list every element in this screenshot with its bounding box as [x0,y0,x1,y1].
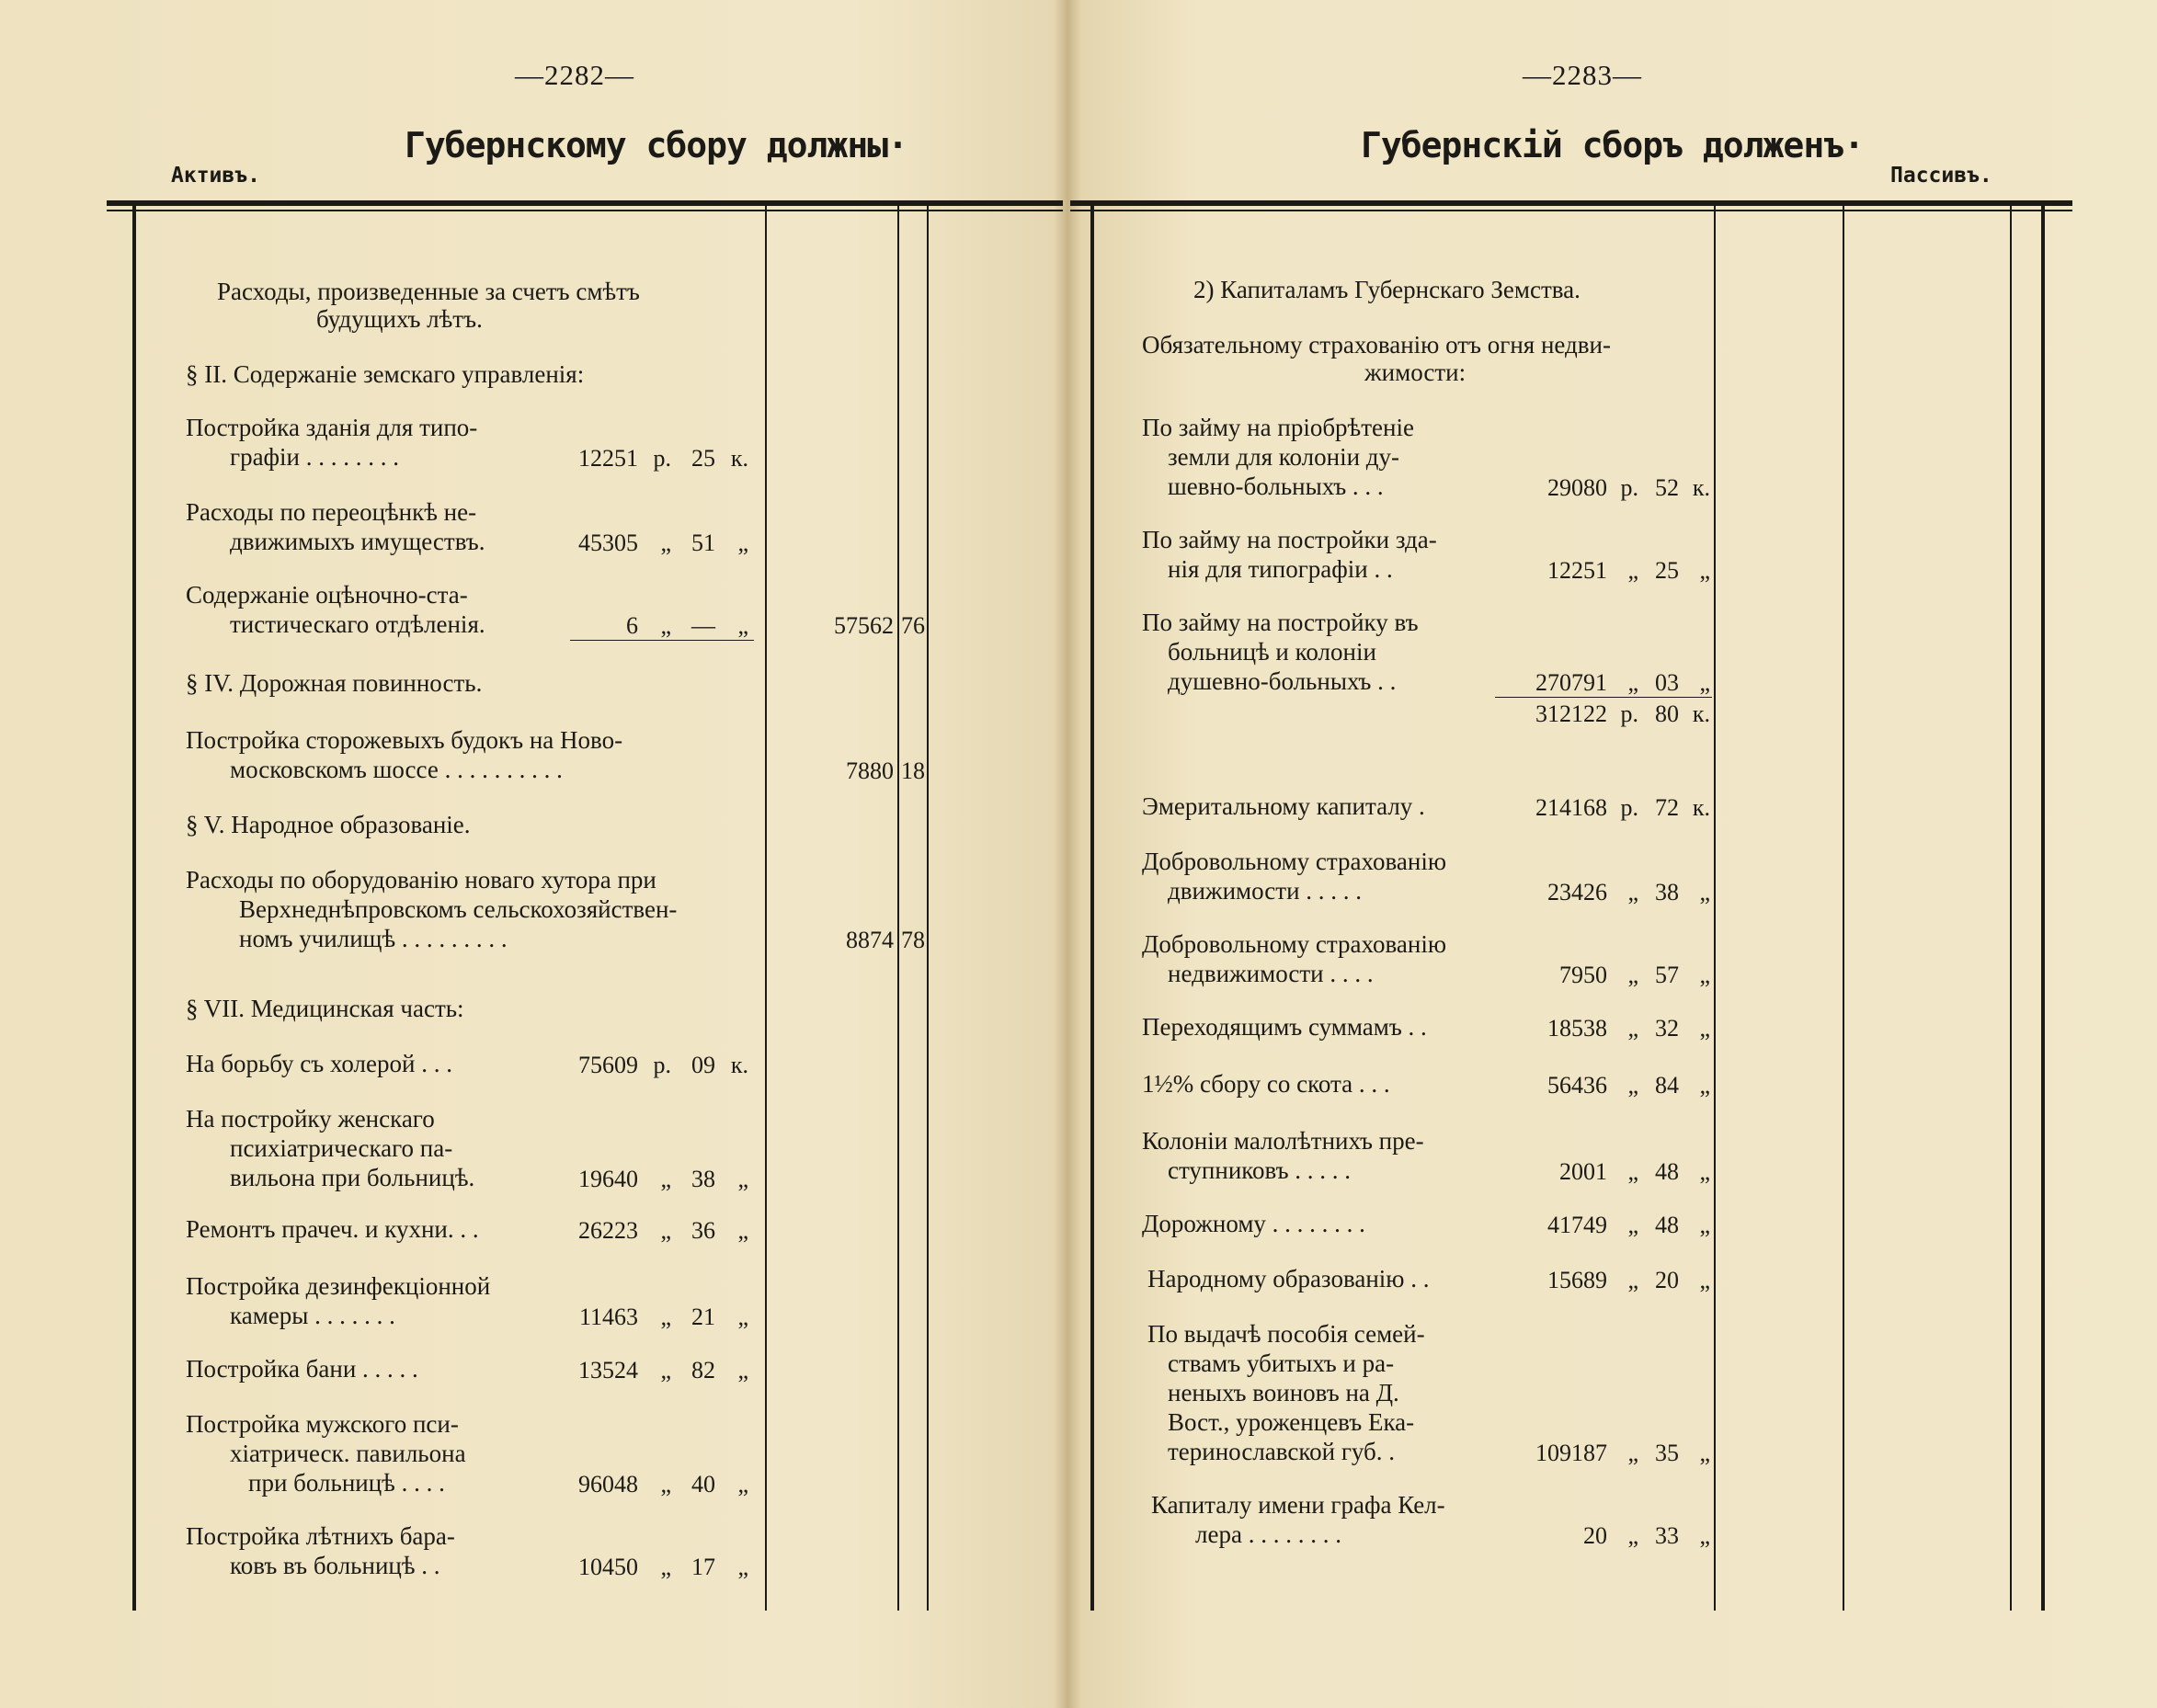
right-item-unit: „ [1627,669,1638,696]
left-item-kopecks: — [691,612,715,639]
left-total-rubles: 57562 [834,612,894,639]
left-item-unit: „ [737,1554,748,1580]
right-item-unit: „ [1627,1072,1638,1099]
right-item-label: Добровольному страхованію [1142,930,1446,958]
left-item-unit: „ [737,1217,748,1244]
right-item-label: ступниковъ . . . . . [1168,1156,1352,1184]
left-item-label: движимыхъ имуществъ. [230,528,485,555]
right-item-unit: „ [1699,557,1710,584]
right-item-unit: „ [1627,557,1638,584]
right-item-label: Капиталу имени графа Кел- [1151,1491,1445,1519]
right-item-unit: „ [1699,879,1710,905]
left-item-kopecks: 40 [691,1471,715,1497]
right-item-unit: „ [1627,1440,1638,1466]
right-item-rubles: 41749 [1547,1212,1607,1238]
right-item-unit: „ [1699,1440,1710,1466]
right-item-kopecks: 48 [1655,1158,1679,1185]
right-item-label: По займу на пріобрѣтеніе [1142,414,1414,441]
right-item-label: По займу на постройку въ [1142,609,1419,636]
left-item-label: Постройка дезинфекціонной [186,1272,491,1300]
right-item-rubles: 214168 [1535,794,1607,821]
right-item-rubles: 2001 [1559,1158,1607,1185]
left-item-kopecks: 38 [691,1166,715,1192]
left-item-label: хіатрическ. павильона [230,1440,466,1467]
left-page [0,0,1067,1708]
right-item-kopecks: 38 [1655,879,1679,905]
left-heading-line-1: Расходы, произведенные за счетъ смѣтъ [217,278,640,305]
left-item-label: Содержаніе оцѣночно-ста- [186,581,468,609]
left-item-label: Постройка сторожевыхъ будокъ на Ново- [186,726,623,754]
left-item-unit: „ [660,1304,671,1330]
left-item-unit: „ [737,1304,748,1330]
left-item-unit: „ [660,1217,671,1244]
left-item-unit: „ [660,1554,671,1580]
left-item-label: камеры . . . . . . . [230,1302,395,1329]
right-item-rubles: 12251 [1547,557,1607,584]
right-item-label: ствамъ убитыхъ и ра- [1168,1349,1395,1377]
right-sum-rule [1495,697,1712,698]
right-item-unit: к. [1692,474,1710,501]
left-item-unit: „ [737,1471,748,1497]
right-item-unit: „ [1699,1212,1710,1238]
right-top-rule-thin [1070,210,2072,211]
right-item-unit: „ [1699,1522,1710,1549]
right-item-kopecks: 48 [1655,1212,1679,1238]
left-item-label: ковъ въ больницѣ . . [230,1552,440,1579]
left-total-kopecks: 78 [901,927,925,953]
right-item-label: больницѣ и колоніи [1168,638,1376,666]
right-col-rule-2 [1843,206,1844,1611]
right-item-kopecks: 35 [1655,1440,1679,1466]
right-item-unit: „ [1699,1158,1710,1185]
left-total-kopecks: 76 [901,612,925,639]
right-item-rubles: 56436 [1547,1072,1607,1099]
right-subtotal-unit: р. [1620,700,1638,727]
right-item-unit: „ [1627,1212,1638,1238]
left-item-unit: „ [660,529,671,556]
left-total-rubles: 8874 [846,927,894,953]
left-item-unit: р. [653,1052,671,1078]
right-item-label: недвижимости . . . . [1168,960,1374,987]
left-item-rubles: 13524 [578,1357,638,1383]
right-item-rubles: 23426 [1547,879,1607,905]
left-top-rule [107,200,1063,206]
left-item-unit: „ [660,612,671,639]
left-item-unit: „ [660,1166,671,1192]
left-page-title: Губернскому сбору должны· [405,125,907,165]
left-item-kopecks: 82 [691,1357,715,1383]
left-item-unit: „ [737,612,748,639]
left-item-rubles: 6 [626,612,638,639]
right-side-label: Пассивъ. [1890,164,1992,188]
right-item-kopecks: 32 [1655,1015,1679,1042]
right-item-unit: „ [1627,879,1638,905]
right-subheading-line-1: Обязательному страхованію отъ огня недви- [1142,331,1611,359]
right-top-rule [1070,200,2072,206]
right-item-rubles: 15689 [1547,1267,1607,1293]
left-item-unit: „ [660,1471,671,1497]
right-item-label: Добровольному страхованію [1142,848,1446,875]
right-subtotal-kopecks: 80 [1655,700,1679,727]
right-page-number: —2283— [1523,59,1642,91]
right-item-label: Дорожному . . . . . . . . [1142,1210,1365,1237]
right-heading: 2) Капиталамъ Губернскаго Земства. [1193,276,1581,303]
left-border [132,206,136,1611]
right-item-unit: „ [1699,1267,1710,1293]
right-item-rubles: 270791 [1535,669,1607,696]
right-item-kopecks: 33 [1655,1522,1679,1549]
left-item-label: Постройка бани . . . . . [186,1355,418,1383]
left-item-unit: „ [737,1166,748,1192]
left-section-iv: § IV. Дорожная повинность. [186,669,483,697]
left-item-kopecks: 17 [691,1554,715,1580]
right-item-kopecks: 20 [1655,1267,1679,1293]
left-item-label: психіатрическаго па- [230,1134,453,1162]
right-col-rule-3 [2010,206,2012,1611]
right-item-unit: „ [1627,1267,1638,1293]
right-item-label: душевно-больныхъ . . [1168,667,1397,695]
right-item-rubles: 20 [1583,1522,1607,1549]
left-section-vii: § VII. Медицинская часть: [186,995,464,1022]
right-item-unit: „ [1627,1158,1638,1185]
right-item-unit: „ [1627,962,1638,988]
left-item-label: при больницѣ . . . . [248,1469,445,1497]
left-item-rubles: 19640 [578,1166,638,1192]
right-item-label: Колоніи малолѣтнихъ пре- [1142,1127,1424,1155]
left-item-kopecks: 25 [691,445,715,472]
right-item-unit: р. [1620,474,1638,501]
left-item-label: На постройку женскаго [186,1105,435,1133]
right-item-label: земли для колоніи ду- [1168,443,1400,471]
left-item-unit: к. [730,1052,748,1078]
right-item-unit: р. [1620,794,1638,821]
left-side-label: Активъ. [171,164,260,188]
right-item-label: Вост., уроженцевъ Ека- [1168,1408,1415,1436]
left-item-label: московскомъ шоссе . . . . . . . . . . [230,756,563,783]
right-item-label: теринославской губ. . [1168,1438,1396,1465]
right-item-unit: „ [1699,1015,1710,1042]
left-item-unit: „ [737,529,748,556]
left-section-ii: § II. Содержаніе земскаго управленія: [186,360,585,388]
left-item-label: Расходы по оборудованію новаго хутора при [186,866,656,894]
left-item-rubles: 45305 [578,529,638,556]
right-border-right [2041,206,2045,1611]
right-item-label: лера . . . . . . . . [1195,1520,1341,1548]
left-item-rubles: 26223 [578,1217,638,1244]
left-item-kopecks: 21 [691,1304,715,1330]
left-item-rubles: 10450 [578,1554,638,1580]
right-item-kopecks: 52 [1655,474,1679,501]
left-col-rule-1 [765,206,767,1611]
left-item-label: Постройка зданія для типо- [186,414,478,441]
right-item-label: нія для типографіи . . [1168,555,1393,583]
right-item-unit: „ [1699,962,1710,988]
right-item-label: По выдачѣ пособія семей- [1147,1320,1425,1348]
left-col-rule-2 [897,206,899,1611]
left-total-rubles: 7880 [846,757,894,784]
right-item-label: шевно-больныхъ . . . [1168,473,1384,500]
right-item-label: неныхъ воиновъ на Д. [1168,1379,1399,1406]
right-item-rubles: 109187 [1535,1440,1607,1466]
left-item-label: Ремонтъ прачеч. и кухни. . . [186,1215,479,1243]
left-top-rule-thin [107,210,1063,211]
left-page-number: —2282— [515,59,634,91]
left-item-label: Постройка лѣтнихъ бара- [186,1522,455,1550]
right-item-label: Народному образованію . . [1147,1265,1430,1292]
right-item-unit: „ [1627,1522,1638,1549]
right-item-unit: „ [1627,1015,1638,1042]
right-item-kopecks: 25 [1655,557,1679,584]
left-section-v: § V. Народное образованіе. [186,811,471,838]
right-border-left [1090,206,1094,1611]
right-item-unit: „ [1699,669,1710,696]
left-total-kopecks: 18 [901,757,925,784]
left-item-label: вильона при больницѣ. [230,1164,475,1191]
right-subtotal-unit: к. [1692,700,1710,727]
left-item-unit: „ [737,1357,748,1383]
left-item-label: номъ училищѣ . . . . . . . . . [239,925,508,952]
right-item-label: Эмеритальному капиталу . [1142,792,1425,820]
left-col-rule-3 [927,206,929,1611]
book-gutter [1054,0,1081,1708]
left-item-unit: р. [653,445,671,472]
left-item-rubles: 75609 [578,1052,638,1078]
right-subtotal-rubles: 312122 [1535,700,1607,727]
right-item-unit: „ [1699,1072,1710,1099]
right-item-rubles: 7950 [1559,962,1607,988]
left-item-unit: „ [660,1357,671,1383]
right-item-rubles: 18538 [1547,1015,1607,1042]
right-item-unit: к. [1692,794,1710,821]
left-item-label: Постройка мужского пси- [186,1410,459,1438]
left-item-label: тистическаго отдѣленія. [230,610,485,638]
right-item-label: Переходящимъ суммамъ . . [1142,1013,1427,1041]
left-item-label: На борьбу съ холерой . . . [186,1050,452,1077]
right-item-label: По займу на постройки зда- [1142,526,1437,553]
left-item-label: Верхнеднѣпровскомъ сельскохозяйствен- [239,895,678,923]
left-sum-rule [570,640,754,641]
right-subheading-line-2: жимости: [1364,359,1467,386]
left-heading-line-2: будущихъ лѣтъ. [316,305,483,333]
right-item-label: 1½% сбору со скота . . . [1142,1070,1390,1098]
left-item-rubles: 11463 [578,1304,638,1330]
left-item-rubles: 96048 [578,1471,638,1497]
right-item-kopecks: 03 [1655,669,1679,696]
left-item-label: Расходы по переоцѣнкѣ не- [186,498,477,526]
left-item-kopecks: 36 [691,1217,715,1244]
left-item-kopecks: 09 [691,1052,715,1078]
right-item-label: движимости . . . . . [1168,877,1363,905]
left-item-unit: к. [730,445,748,472]
right-page-title: Губернскій сборъ долженъ· [1361,125,1864,165]
right-col-rule-1 [1714,206,1716,1611]
right-item-kopecks: 72 [1655,794,1679,821]
left-item-label: графіи . . . . . . . . [230,443,400,471]
right-item-kopecks: 57 [1655,962,1679,988]
left-item-rubles: 12251 [578,445,638,472]
right-item-rubles: 29080 [1547,474,1607,501]
right-item-kopecks: 84 [1655,1072,1679,1099]
left-item-kopecks: 51 [691,529,715,556]
